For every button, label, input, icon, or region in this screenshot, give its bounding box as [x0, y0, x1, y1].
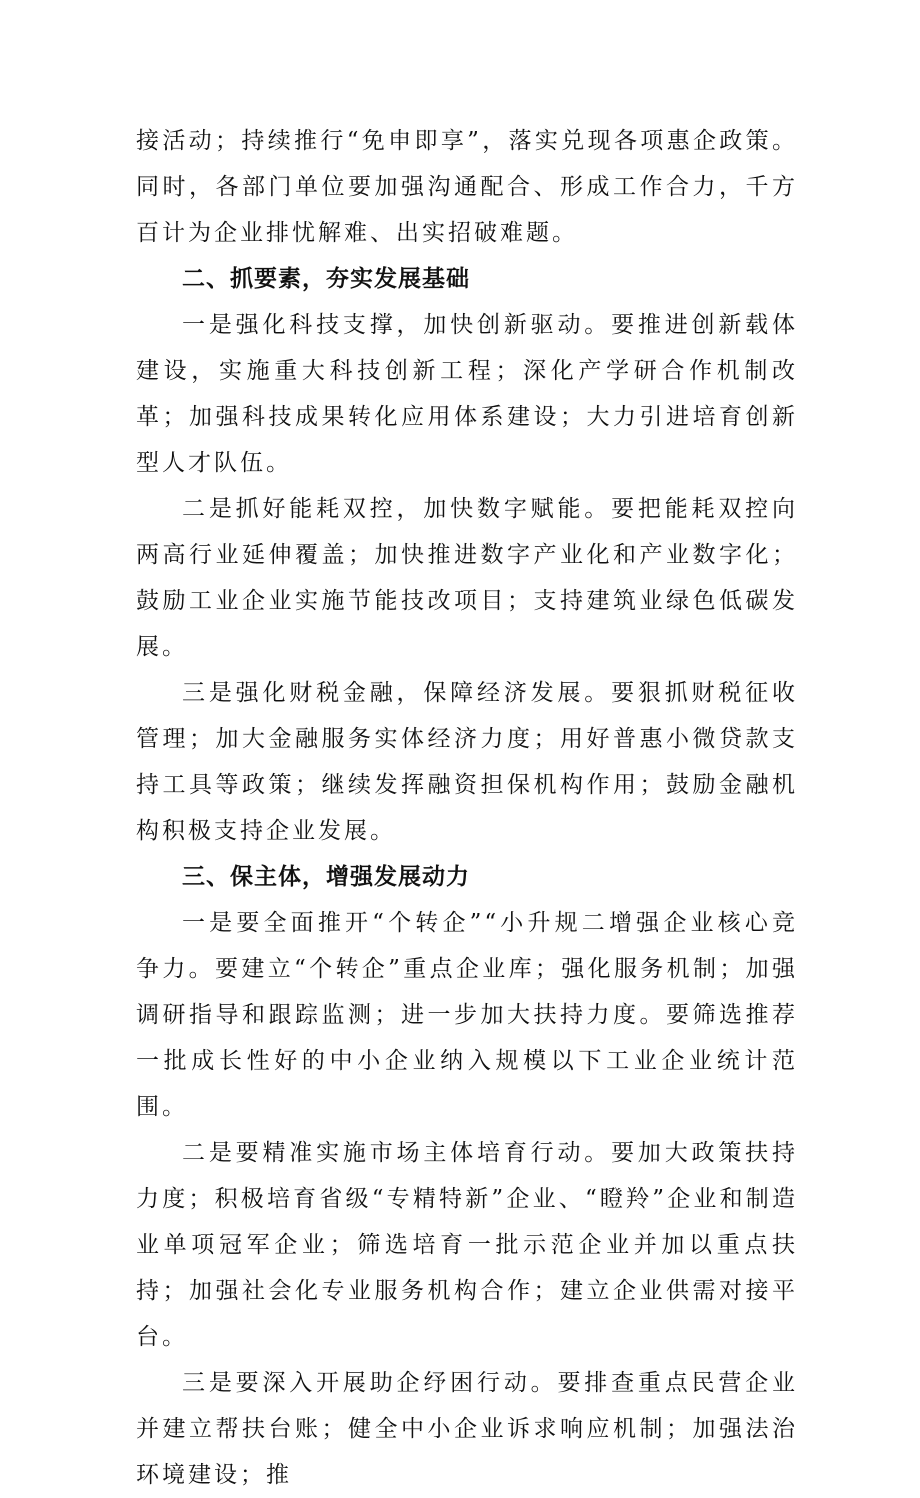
paragraph-finance: 三是强化财税金融，保障经济发展。要狠抓财税征收管理；加大金融服务实体经济力度；用好普惠小微贷款支持工具等政策；继续发挥融资担保机构作用；鼓励金融机构积极支持企业发展。: [136, 680, 798, 844]
paragraph-tech-support: 一是强化科技支撑，加快创新驱动。要推进创新载体建设，实施重大科技创新工程；深化产学研合作机制改革；加强科技成果转化应用体系建设；大力引进培育创新型人才队伍。: [136, 312, 798, 476]
paragraph-energy-control: 二是抓好能耗双控，加快数字赋能。要把能耗双控向两高行业延伸覆盖；加快推进数字产业化和产业数字化；鼓励工业企业实施节能技改项目；支持建筑业绿色低碳发展。: [136, 496, 798, 660]
paragraph-enterprise-relief: 三是要深入开展助企纾困行动。要排查重点民营企业并建立帮扶台账；健全中小企业诉求响应机制；加强法治环境建设；推: [136, 1370, 798, 1488]
section-heading-2: 二、抓要素，夯实发展基础: [182, 266, 470, 292]
document-body: [136, 118, 798, 1498]
paragraph-continuation: 接活动；持续推行“免申即享”，落实兑现各项惠企政策。同时，各部门单位要加强沟通配合、形成工作合力，千方百计为企业排忧解难、出实招破难题。: [136, 128, 798, 246]
paragraph-market-entity-cultivation: 二是要精准实施市场主体培育行动。要加大政策扶持力度；积极培育省级“专精特新”企业、“瞪羚”企业和制造业单项冠军企业；筛选培育一批示范企业并加以重点扶持；加强社会化专业服务机构合作；建立企业供需对接平台。: [136, 1140, 798, 1350]
paragraph-individual-to-enterprise: 一是要全面推开“个转企”“小升规二增强企业核心竞争力。要建立“个转企”重点企业库；强化服务机制；加强调研指导和跟踪监测；进一步加大扶持力度。要筛选推荐一批成长性好的中小企业纳入规模以下工业企业统计范围。: [136, 910, 798, 1120]
section-heading-3: 三、保主体，增强发展动力: [182, 864, 470, 890]
